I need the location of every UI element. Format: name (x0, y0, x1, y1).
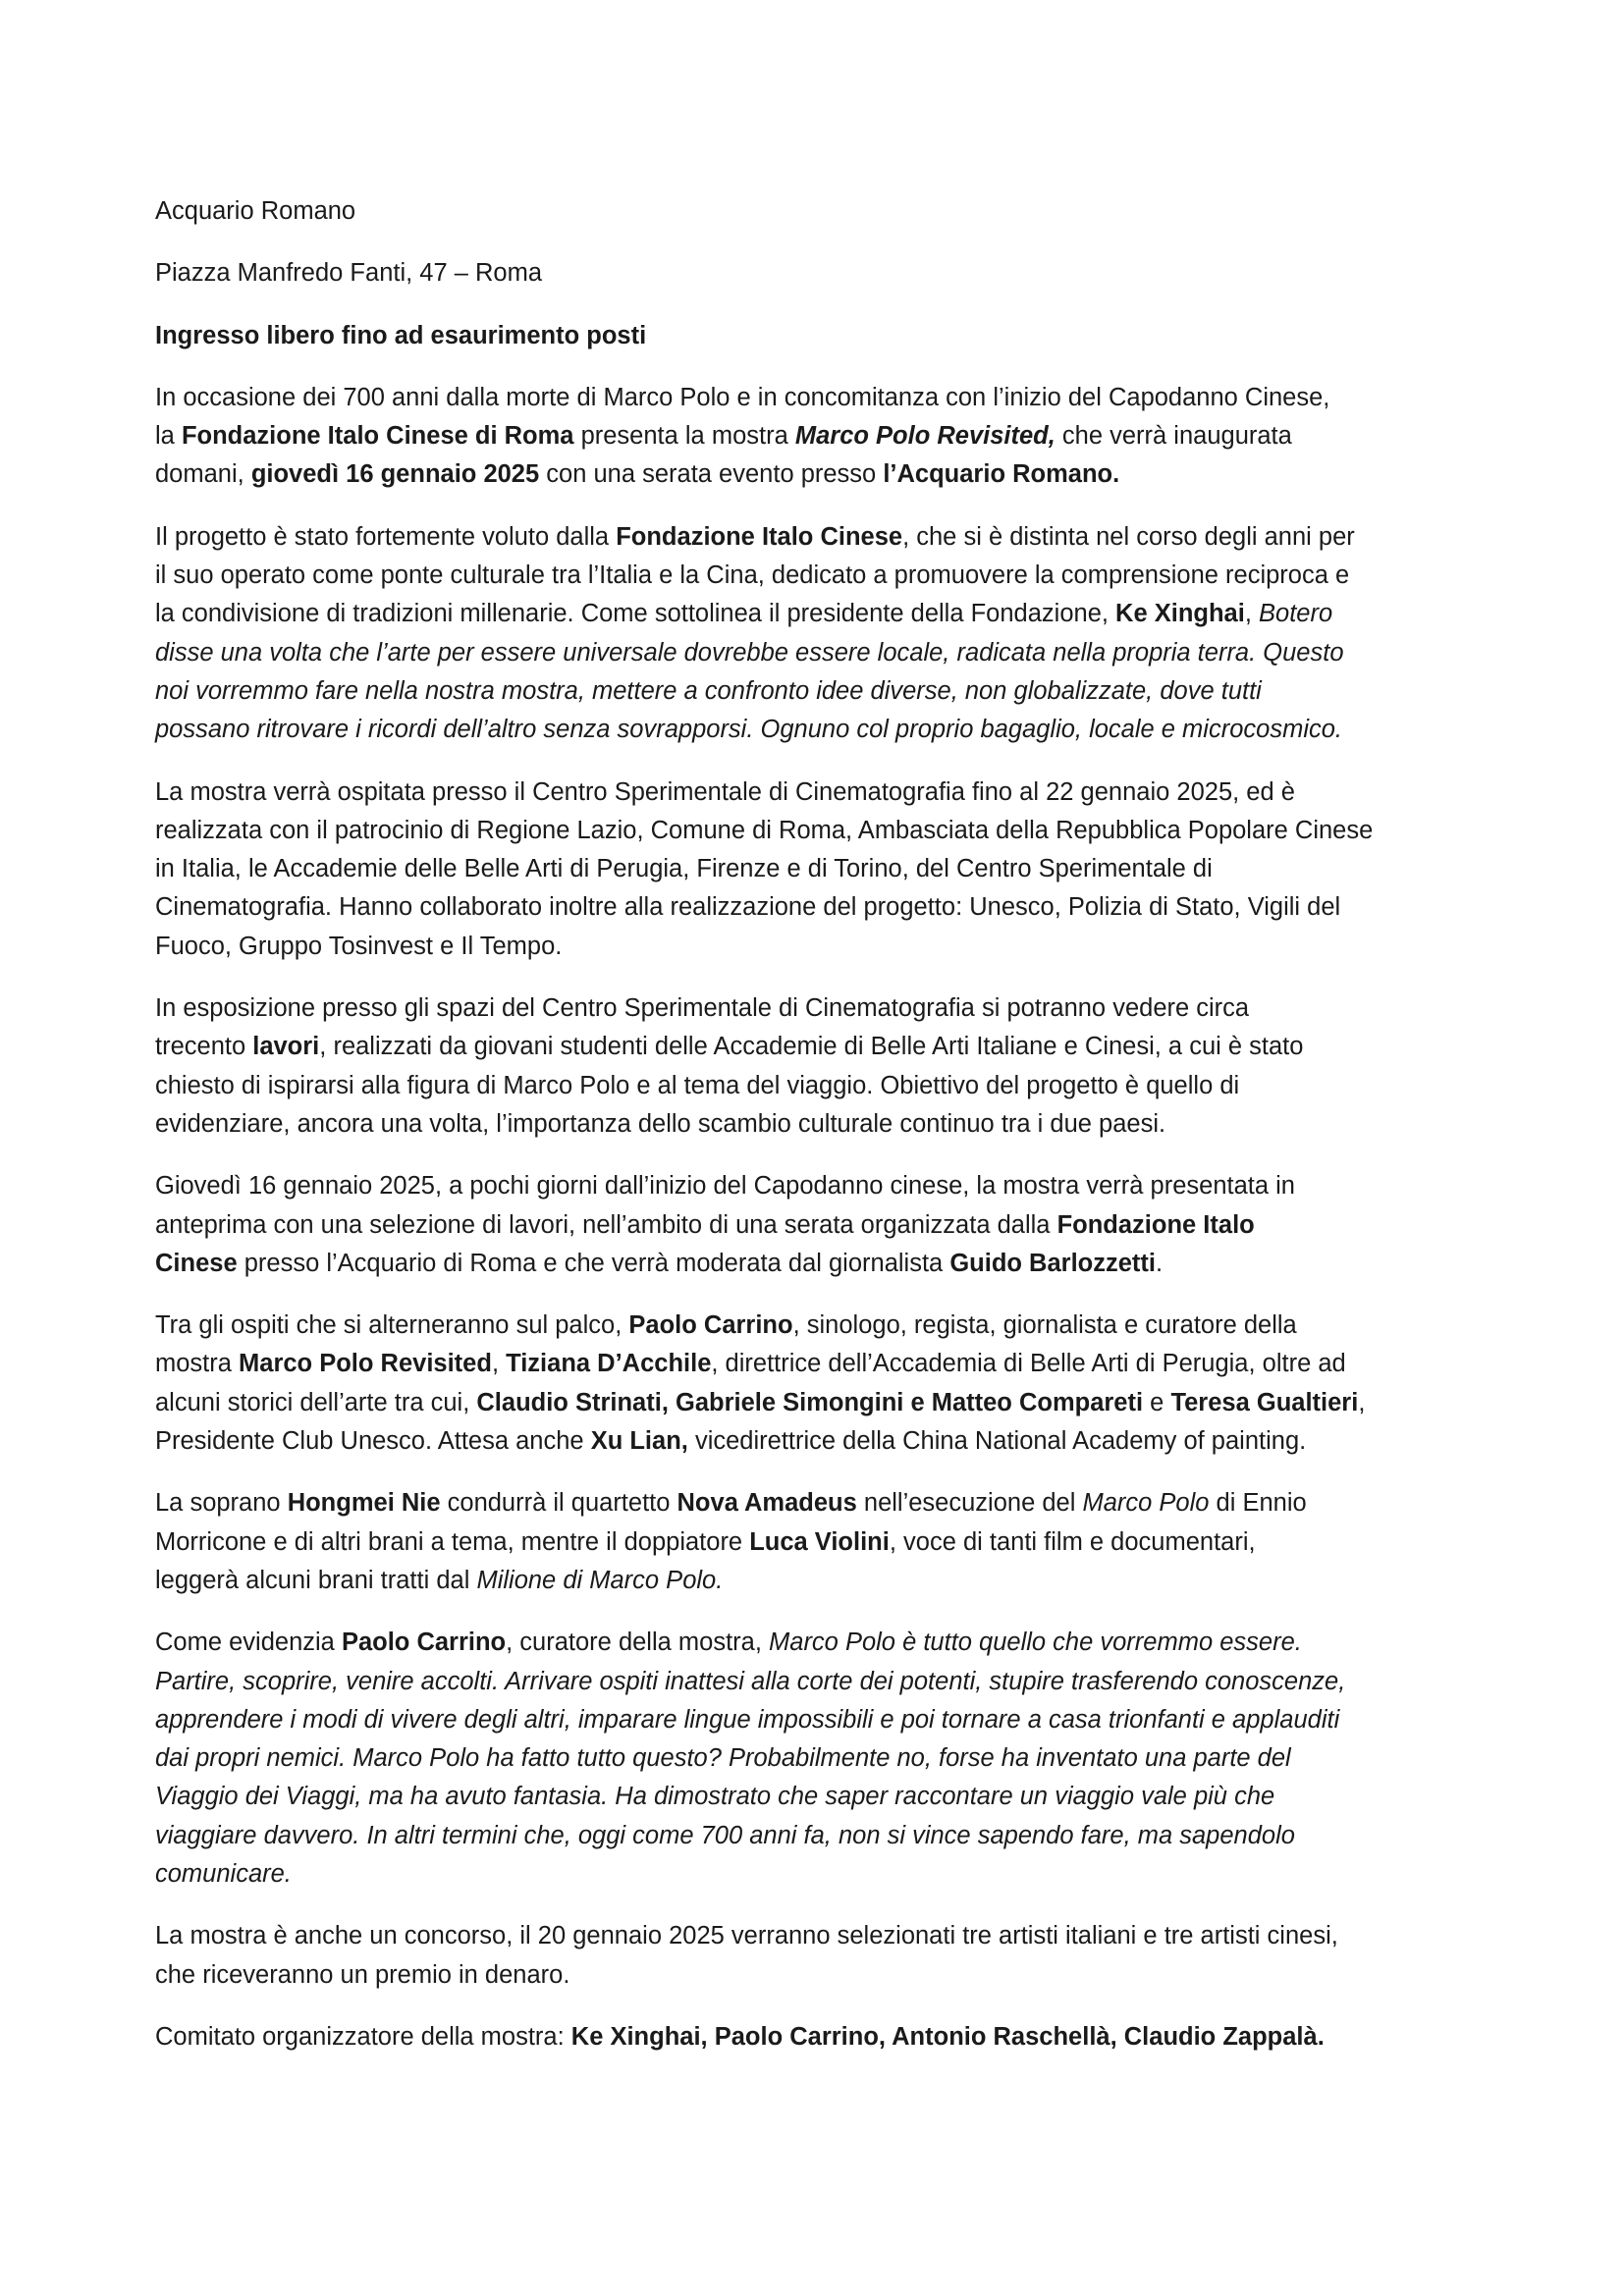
text-line (155, 379, 1490, 417)
text-run: anteprima con una selezione di lavori, nell’ambito di una serata organizzata dalla (155, 1210, 1057, 1239)
text-run: Teresa Gualtieri (1170, 1388, 1359, 1416)
text-line (155, 774, 1490, 812)
text-run: Paolo Carrino (341, 1629, 507, 1657)
text-run: , che si è distinta nel corso degli anni per (902, 522, 1355, 551)
text-run: e (1143, 1388, 1171, 1416)
text-run: Marco Polo Revisited, (794, 422, 1056, 451)
text-run: , (1244, 600, 1259, 628)
text-run: disse una volta che l’arte per essere universale dovrebbe essere locale, radicata nella propria terra. Questo (155, 638, 1344, 667)
entry-note: Ingresso libero fino ad esaurimento posti (155, 321, 647, 349)
text-line (155, 888, 1490, 927)
text-run: possano ritrovare i ricordi dell’altro senza sovrapporsi. Ognuno col proprio bagaglio, locale e microcosmico. (155, 716, 1342, 744)
text-run: , (1358, 1388, 1366, 1416)
text-run: che verrà inaugurata (1055, 422, 1292, 451)
text-line (155, 1917, 1490, 1955)
text-run: viaggiare davvero. In altri termini che, oggi come 700 anni fa, non si vince sapendo fare, ma sapendolo (155, 1821, 1295, 1849)
text-run: Presidente Club Unesco. Attesa anche (155, 1427, 591, 1456)
text-run: la (155, 422, 182, 451)
text-line (155, 1956, 1490, 1995)
paragraph (155, 989, 1490, 1144)
text-line (155, 557, 1490, 595)
text-run: Guido Barlozzetti (949, 1249, 1156, 1277)
venue-address: Piazza Manfredo Fanti, 47 – Roma (155, 259, 543, 288)
text-run: Marco Polo Revisited (239, 1350, 492, 1378)
text-run: , sinologo, regista, giornalista e curatore della (792, 1311, 1297, 1340)
text-line (155, 672, 1490, 711)
text-run: la condivisione di tradizioni millenarie. Come sottolinea il presidente della Fondazione, (155, 600, 1116, 628)
text-line (155, 2018, 1490, 2056)
text-line (155, 1624, 1490, 1662)
text-run: Partire, scoprire, venire accolti. Arrivare ospiti inattesi alla corte dei potenti, stupire trasferendo conoscenze, (155, 1667, 1346, 1695)
text-run: Cinematografia. Hanno collaborato inoltre alla realizzazione del progetto: Unesco, Polizia di Stato, Vigili del (155, 893, 1341, 922)
text-run: Il progetto è stato fortemente voluto dalla (155, 522, 617, 551)
text-run: Ke Xinghai, Paolo Carrino, Antonio Raschellà, Claudio Zappalà. (570, 2022, 1325, 2051)
text-run: Comitato organizzatore della mostra: (155, 2022, 571, 2051)
text-run: In occasione dei 700 anni dalla morte di Marco Polo e in concomitanza con l’inizio del Capodanno Cinese, (155, 383, 1330, 411)
text-run: mostra (155, 1350, 240, 1378)
text-run: La mostra è anche un concorso, il 20 gennaio 2025 verranno selezionati tre artisti italiani e tre artisti cinesi, (155, 1922, 1338, 1950)
text-run: Come evidenzia (155, 1629, 342, 1657)
text-run: leggerà alcuni brani tratti dal (155, 1566, 477, 1594)
text-run: In esposizione presso gli spazi del Centro Sperimentale di Cinematografia si potranno vedere circa (155, 994, 1250, 1023)
text-run: , direttrice dell’Accademia di Belle Arti di Perugia, oltre ad (711, 1350, 1346, 1378)
text-line (155, 1384, 1490, 1422)
text-line (155, 1307, 1490, 1345)
paragraph (155, 2018, 1490, 2056)
text-run: di Ennio (1209, 1489, 1307, 1518)
text-line (155, 595, 1490, 633)
text-line (155, 928, 1490, 966)
text-line (155, 1245, 1490, 1283)
text-line (155, 1105, 1490, 1144)
text-run: domani, (155, 460, 251, 489)
text-run: lavori (252, 1033, 320, 1061)
text-line (155, 989, 1490, 1028)
text-run: Giovedì 16 gennaio 2025, a pochi giorni dall’inizio del Capodanno cinese, la mostra verrà presentata in (155, 1172, 1295, 1201)
text-line (155, 1028, 1490, 1066)
text-run: Tiziana D’Acchile (506, 1350, 712, 1378)
paragraph (155, 1624, 1490, 1894)
text-line (155, 417, 1490, 455)
text-run: Luca Violini (749, 1527, 890, 1556)
text-run: Fondazione Italo (1056, 1210, 1255, 1239)
text-line (155, 711, 1490, 749)
text-run: Morricone e di altri brani a tema, mentre il doppiatore (155, 1527, 750, 1556)
text-line (155, 1817, 1490, 1855)
text-line (155, 1067, 1490, 1105)
paragraph (155, 1917, 1490, 1995)
text-run: noi vorremmo fare nella nostra mostra, mettere a confronto idee diverse, non globalizzate, dove tutti (155, 676, 1262, 705)
venue-name: Acquario Romano (155, 197, 356, 225)
text-run: il suo operato come ponte culturale tra l’Italia e la Cina, dedicato a promuovere la comprensione reciproca e (155, 561, 1350, 590)
paragraph (155, 774, 1490, 966)
text-run: dai propri nemici. Marco Polo ha fatto tutto questo? Probabilmente no, forse ha inventato una parte del (155, 1744, 1291, 1773)
text-line (155, 1206, 1490, 1245)
text-run: Claudio Strinati, Gabriele Simongini e Matteo Compareti (476, 1388, 1144, 1416)
text-run: trecento (155, 1033, 253, 1061)
text-run: Marco Polo è tutto quello che vorremmo essere. (769, 1629, 1302, 1657)
text-line (155, 1345, 1490, 1383)
text-run: Viaggio dei Viaggi, ma ha avuto fantasia. Ha dimostrato che saper raccontare un viaggio vale più che (155, 1783, 1275, 1811)
text-run: Tra gli ospiti che si alterneranno sul palco, (155, 1311, 629, 1340)
text-run: Fondazione Italo Cinese di Roma (181, 422, 574, 451)
paragraph (155, 518, 1490, 750)
text-line (155, 634, 1490, 672)
text-line (155, 1855, 1490, 1894)
text-run: presso l’Acquario di Roma e che verrà moderata dal giornalista (237, 1249, 950, 1277)
text-line (155, 850, 1490, 888)
text-line (155, 1739, 1490, 1778)
text-run: Ke Xinghai (1115, 600, 1245, 628)
text-run: l’Acquario Romano. (883, 460, 1120, 489)
text-run: Fuoco, Gruppo Tosinvest e Il Tempo. (155, 932, 563, 960)
text-run: Cinese (155, 1249, 238, 1277)
document-page (155, 192, 1490, 2080)
text-run: La soprano (155, 1489, 288, 1518)
text-run: nell’esecuzione del (856, 1489, 1083, 1518)
text-run: Xu Lian, (590, 1427, 688, 1456)
text-run: Hongmei Nie (287, 1489, 441, 1518)
article-body (155, 379, 1490, 2056)
paragraph (155, 379, 1490, 495)
text-run: . (1156, 1249, 1164, 1277)
text-line (155, 1778, 1490, 1816)
text-run: alcuni storici dell’arte tra cui, (155, 1388, 477, 1416)
paragraph (155, 1307, 1490, 1461)
text-run: , (491, 1350, 507, 1378)
text-run: Paolo Carrino (628, 1311, 793, 1340)
text-run: evidenziare, ancora una volta, l’importanza dello scambio culturale continuo tra i due paesi. (155, 1109, 1166, 1138)
text-run: , realizzati da giovani studenti delle Accademie di Belle Arti Italiane e Cinesi, a cui è stato (319, 1033, 1304, 1061)
text-run: chiesto di ispirarsi alla figura di Marco Polo e al tema del viaggio. Obiettivo del progetto è quello di (155, 1071, 1240, 1099)
text-line (155, 1167, 1490, 1205)
text-run: in Italia, le Accademie delle Belle Arti di Perugia, Firenze e di Torino, del Centro Sperimentale di (155, 855, 1213, 883)
text-run: , curatore della mostra, (506, 1629, 770, 1657)
text-run: presenta la mostra (573, 422, 795, 451)
text-line (155, 1663, 1490, 1701)
text-run: vicedirettrice della China National Academy of painting. (687, 1427, 1307, 1456)
text-run: Milione di Marco Polo. (476, 1566, 724, 1594)
text-line (155, 1422, 1490, 1461)
text-line (155, 1484, 1490, 1522)
paragraph (155, 1484, 1490, 1600)
text-run: con una serata evento presso (539, 460, 884, 489)
paragraph (155, 1167, 1490, 1283)
text-run: Marco Polo (1082, 1489, 1210, 1518)
text-line (155, 1562, 1490, 1600)
text-run: Botero (1259, 600, 1333, 628)
text-line (155, 1701, 1490, 1739)
text-run: comunicare. (155, 1859, 292, 1888)
text-run: condurrà il quartetto (440, 1489, 677, 1518)
text-run: realizzata con il patrocinio di Regione Lazio, Comune di Roma, Ambasciata della Repubblica Popolare Cinese (155, 816, 1374, 844)
text-run: che riceveranno un premio in denaro. (155, 1960, 570, 1989)
text-line (155, 812, 1490, 850)
text-run: giovedì 16 gennaio 2025 (250, 460, 540, 489)
text-line (155, 455, 1490, 494)
text-run: Fondazione Italo Cinese (616, 522, 903, 551)
text-run: Nova Amadeus (677, 1489, 857, 1518)
text-line (155, 1523, 1490, 1562)
text-run: La mostra verrà ospitata presso il Centro Sperimentale di Cinematografia fino al 22 gennaio 2025, ed è (155, 777, 1295, 806)
text-line (155, 518, 1490, 557)
text-run: apprendere i modi di vivere degli altri, imparare lingue impossibili e poi tornare a casa trionfanti e applauditi (155, 1705, 1340, 1734)
text-run: , voce di tanti film e documentari, (889, 1527, 1256, 1556)
